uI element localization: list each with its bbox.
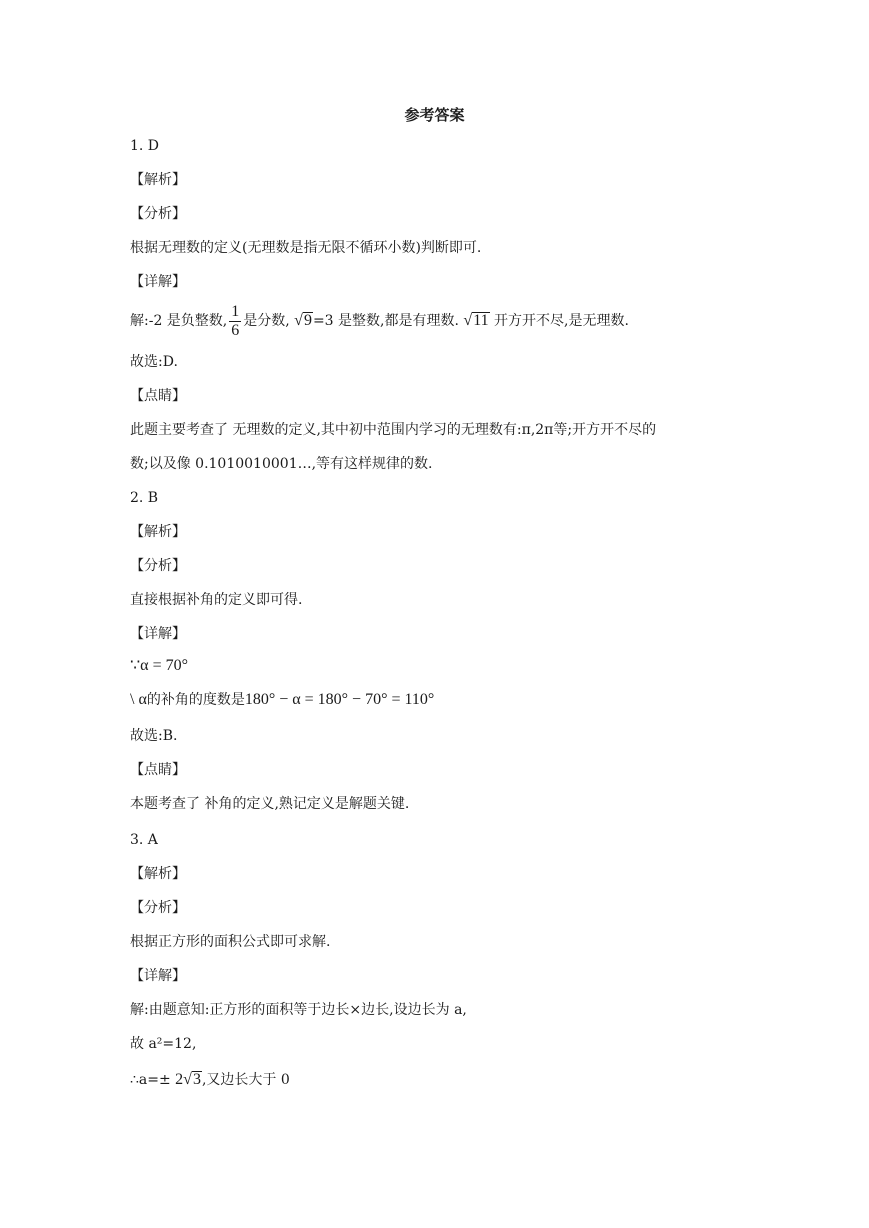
q3-solution-line-1: 解:由题意知:正方形的面积等于边长×边长,设边长为 a, [130,1002,467,1018]
q3-xiangjie-heading: 【详解】 [130,968,186,984]
page-title: 参考答案 [404,106,465,124]
q1-jiexi-heading: 【解析】 [130,172,186,188]
q3-solution-line-3-suffix: ,又边长大于 0 [201,1072,290,1088]
q1-xiangjie-heading: 【详解】 [130,274,186,290]
q2-jiexi-heading: 【解析】 [130,524,186,540]
q3-solution-line-2: 故 a²=12, [130,1036,197,1052]
q3-answer: 3. A [130,832,158,848]
q1-dianjing-line-1: 此题主要考查了 无理数的定义,其中初中范围内学习的无理数有:π,2π等;开方开不尽的 [130,422,657,438]
fraction-one-sixth [229,303,241,340]
radicand-three: 3 [192,1071,201,1088]
sqrt-eleven: √11 [463,312,489,329]
q1-dianjing-line-2: 数;以及像 0.1010010001…,等有这样规律的数. [130,456,433,472]
q1-solution-part-b: 是分数, [243,313,290,329]
q2-equation-1: ∵α = 70° [130,657,188,674]
two-sqrt-three: 2√3 [175,1071,201,1088]
q2-fenxi-heading: 【分析】 [130,558,186,574]
q2-answer: 2. B [130,490,159,506]
q2-dianjing-heading: 【点睛】 [130,762,186,778]
q2-equation-2 [130,690,434,710]
q2-fenxi-text: 直接根据补角的定义即可得. [130,592,303,608]
q1-solution-part-d: 开方开不尽,是无理数. [494,313,629,329]
q1-solution-part-a: 解:-2 是负整数, [130,313,228,329]
q1-dianjing-heading: 【点睛】 [130,388,186,404]
q1-solution [130,302,629,340]
q2-xiangjie-heading: 【详解】 [130,626,186,642]
q1-fenxi-heading: 【分析】 [130,206,186,222]
radicand-eleven: 11 [473,312,489,329]
q1-answer: 1. D [130,138,160,154]
q2-equation-2-math: 180° − α = 180° − 70° = 110° [244,691,435,708]
radicand-nine: 9 [303,312,312,329]
fraction-numerator: 1 [231,302,240,320]
q3-solution-line-3-prefix: ∴a=± [130,1072,171,1088]
q2-dianjing-text: 本题考查了 补角的定义,熟记定义是解题关键. [130,796,410,812]
coefficient: 2 [175,1071,184,1088]
q2-equation-2-prefix: \ α [130,691,147,708]
q3-jiexi-heading: 【解析】 [130,866,186,882]
q2-equation-2-text: 的补角的度数是 [146,692,245,708]
q1-solution-part-c: =3 是整数,都是有理数. [312,313,459,329]
q1-fenxi-text: 根据无理数的定义(无理数是指无限不循环小数)判断即可. [130,240,482,256]
q1-choice: 故选:D. [130,354,178,370]
q2-choice: 故选:B. [130,728,178,744]
fraction-denominator: 6 [231,321,240,339]
sqrt-nine: √9 [294,312,312,329]
q3-solution-line-3 [130,1070,290,1090]
q3-fenxi-heading: 【分析】 [130,900,186,916]
q3-fenxi-text: 根据正方形的面积公式即可求解. [130,934,331,950]
